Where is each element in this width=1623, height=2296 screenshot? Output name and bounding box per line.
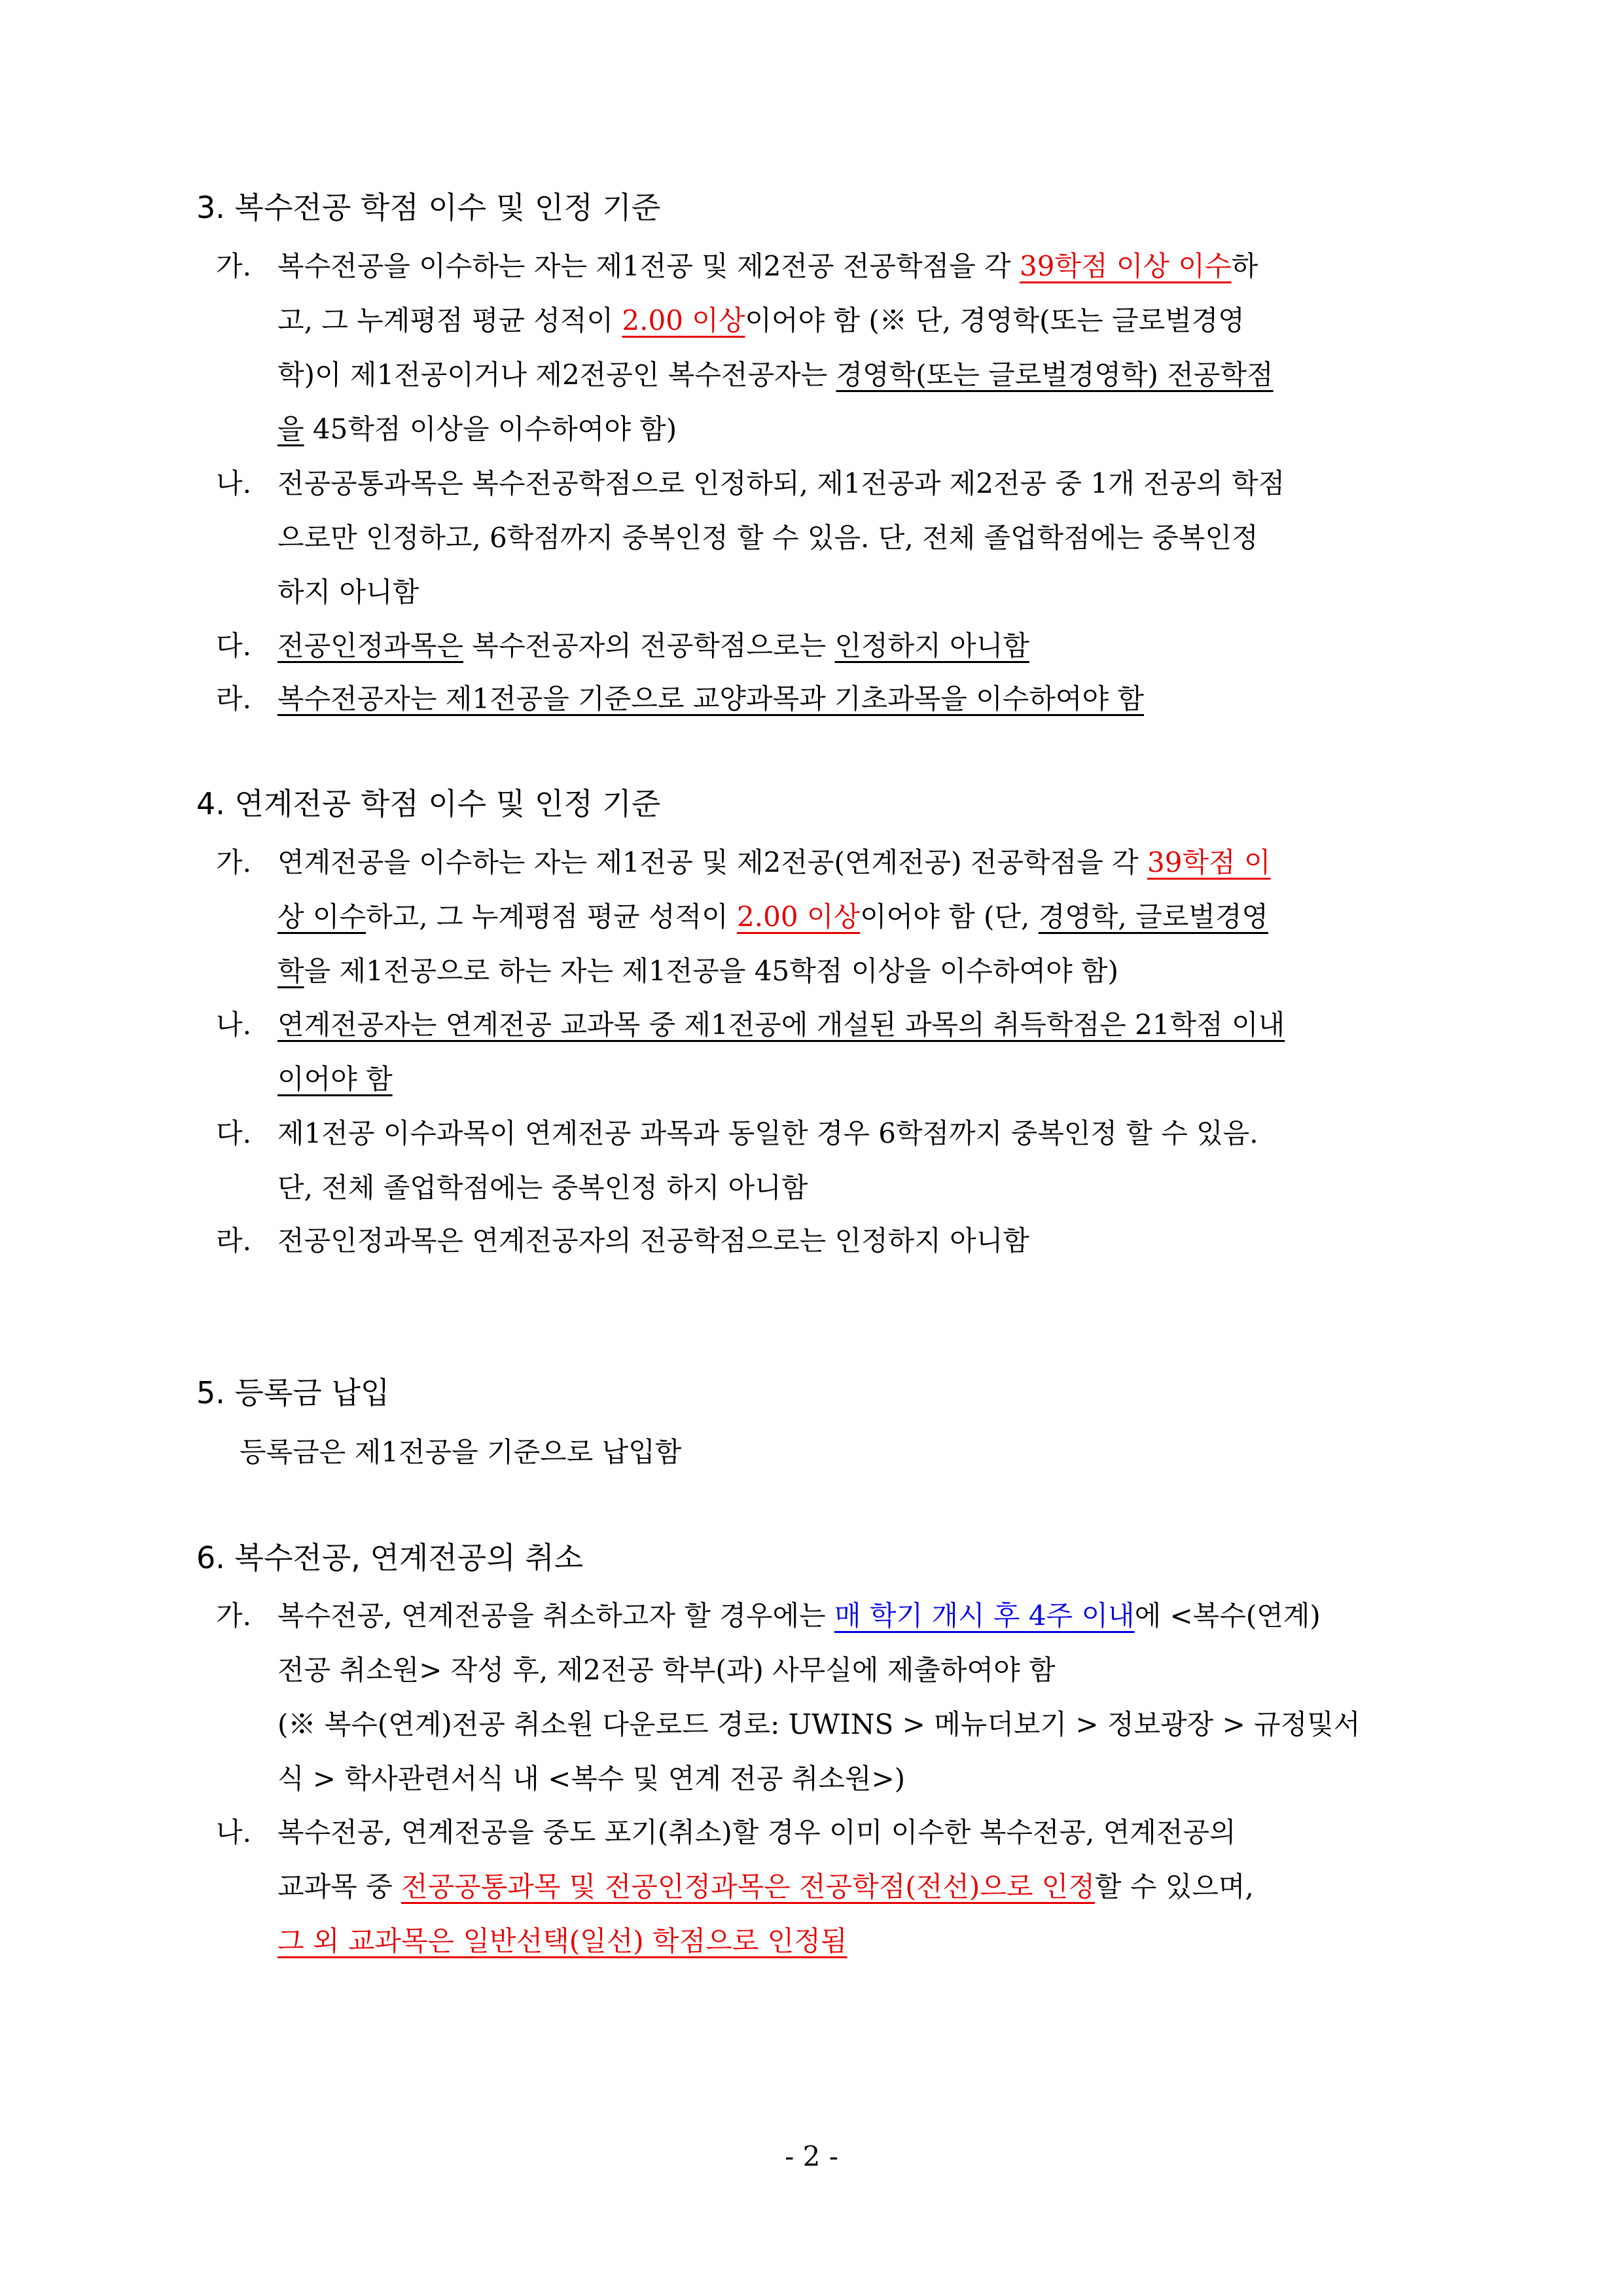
s4-ga-l3b: 을 제1전공으로 하는 자는 제1전공을 45학점 이상을 이수하여야 함): [304, 955, 1118, 987]
s6-na-l2c: 할 수 있으며,: [1094, 1871, 1254, 1903]
s3-ga-l2c: 이어야 함 (※ 단, 경영학(또는 글로벌경영: [745, 304, 1245, 336]
s6-na-line-3: [277, 1922, 847, 1961]
s4-ga-l2d: 이어야 함 (단,: [860, 901, 1039, 933]
s4-ga-marker: 가.: [216, 846, 251, 878]
s6-na-general-elective-highlight: 그 외 교과목은 일반선택(일선) 학점으로 인정됨: [277, 1925, 847, 1957]
section-4-title: 4. 연계전공 학점 이수 및 인정 기준: [196, 786, 661, 821]
s6-ga-line-1: [277, 1596, 1321, 1636]
s4-ga-l2a: 상 이수: [277, 901, 366, 933]
s3-ga-l2a: 고, 그 누계평점 평균 성적이: [277, 304, 622, 336]
section-5-title: 5. 등록금 납입: [196, 1375, 390, 1410]
s4-na-marker: 나.: [216, 1009, 251, 1041]
s3-ga-l4a: 을: [277, 413, 304, 445]
s6-ga-l1c: 에 <복수(연계): [1134, 1600, 1321, 1632]
s6-na-recognition-highlight: 전공공통과목 및 전공인정과목은 전공학점(전선)으로 인정: [401, 1871, 1095, 1903]
s4-da-line-1: 제1전공 이수과목이 연계전공 과목과 동일한 경우 6학점까지 중복인정 할 수 있음.: [277, 1117, 1258, 1149]
s6-na-l2a: 교과목 중: [277, 1871, 401, 1903]
s4-ga-l3a: 학: [277, 955, 304, 987]
s3-ga-l1a: 복수전공을 이수하는 자는 제1전공 및 제2전공 전공학점을 각: [277, 250, 1020, 282]
s3-ga-credit-highlight: 39학점 이상 이수: [1019, 250, 1232, 282]
s3-ga-l4b: 45학점 이상을 이수하여야 함): [304, 413, 677, 445]
s3-ga-l1c: 하: [1231, 250, 1258, 282]
s4-ga-l2b: 하고, 그 누계평점 평균 성적이: [366, 901, 738, 933]
s4-na-line-1: [277, 1005, 1285, 1045]
s3-ra-a: 복수전공자는 제1전공을 기준으로 교양과목과 기초과목을 이수하여야 함: [277, 683, 1144, 715]
s4-da-line-2: 단, 전체 졸업학점에는 중복인정 하지 아니함: [277, 1172, 808, 1204]
s6-ga-line-3: (※ 복수(연계)전공 취소원 다운로드 경로: UWINS > 메뉴더보기 > 정보광장 > 규정및서: [277, 1708, 1361, 1740]
s3-da-a: 전공인정과목은: [277, 630, 464, 662]
s3-na-line-1: 전공공통과목은 복수전공학점으로 인정하되, 제1전공과 제2전공 중 1개 전공의 학점: [277, 467, 1285, 499]
s4-da-marker: 다.: [216, 1117, 251, 1149]
s3-da-line-1: [277, 626, 1029, 666]
s3-na-line-2: 으로만 인정하고, 6학점까지 중복인정 할 수 있음. 단, 전체 졸업학점에는 중복인정: [277, 522, 1258, 554]
s6-na-marker: 나.: [216, 1816, 251, 1848]
s4-na-line-2: [277, 1060, 393, 1099]
s4-ra-line-1: 전공인정과목은 연계전공자의 전공학점으로는 인정하지 아니함: [277, 1225, 1029, 1257]
s4-ga-gpa-highlight: 2.00 이상: [737, 901, 861, 933]
s4-na-l2: 이어야 함: [277, 1063, 393, 1095]
s5-body: 등록금은 제1전공을 기준으로 납입함: [240, 1436, 682, 1468]
s4-ra-marker: 라.: [216, 1225, 251, 1257]
s4-ga-credit-highlight: 39학점 이: [1147, 846, 1271, 878]
s3-ga-marker: 가.: [216, 250, 251, 282]
s4-ga-line-1: [277, 843, 1271, 882]
s6-ga-line-4: 식 > 학사관련서식 내 <복수 및 연계 전공 취소원>): [277, 1763, 906, 1795]
s3-ra-line-1: [277, 679, 1144, 719]
s4-ga-line-2: [277, 897, 1268, 937]
section-3-title: 3. 복수전공 학점 이수 및 인정 기준: [196, 190, 661, 225]
s3-ga-line-3: [277, 355, 1274, 395]
s3-ga-line-2: [277, 301, 1245, 340]
s6-ga-deadline-highlight: 매 학기 개시 후 4주 이내: [834, 1600, 1135, 1632]
section-6-title: 6. 복수전공, 연계전공의 취소: [196, 1540, 584, 1575]
s4-ga-line-3: [277, 952, 1118, 991]
s4-na-l1: 연계전공자는 연계전공 교과목 중 제1전공에 개설된 과목의 취득학점은 21학점 이내: [277, 1009, 1285, 1041]
s3-da-c: 인정하지 아니함: [834, 630, 1029, 662]
s3-da-marker: 다.: [216, 630, 251, 662]
s3-ga-gpa-highlight: 2.00 이상: [622, 304, 745, 336]
s6-na-line-1: 복수전공, 연계전공을 중도 포기(취소)할 경우 이미 이수한 복수전공, 연계전공의: [277, 1816, 1236, 1848]
s3-da-b: 복수전공자의 전공학점으로는: [463, 630, 835, 662]
s6-ga-marker: 가.: [216, 1600, 251, 1632]
s3-ga-line-4: [277, 410, 677, 449]
s3-ra-marker: 라.: [216, 683, 251, 715]
s3-ga-l3a: 학)이 제1전공이거나 제2전공인 복수전공자는: [277, 359, 836, 391]
page-number: - 2 -: [785, 2140, 838, 2172]
s4-ga-l1a: 연계전공을 이수하는 자는 제1전공 및 제2전공(연계전공) 전공학점을 각: [277, 846, 1148, 878]
s6-na-line-2: [277, 1867, 1254, 1907]
s6-ga-l1a: 복수전공, 연계전공을 취소하고자 할 경우에는: [277, 1600, 834, 1632]
s4-ga-l2e: 경영학, 글로벌경영: [1038, 901, 1268, 933]
s6-ga-line-2: 전공 취소원> 작성 후, 제2전공 학부(과) 사무실에 제출하여야 함: [277, 1654, 1056, 1686]
s3-ga-line-1: [277, 247, 1258, 286]
s3-ga-l3b: 경영학(또는 글로벌경영학) 전공학점: [836, 359, 1274, 391]
s3-na-marker: 나.: [216, 467, 251, 499]
s3-na-line-3: 하지 아니함: [277, 576, 419, 608]
